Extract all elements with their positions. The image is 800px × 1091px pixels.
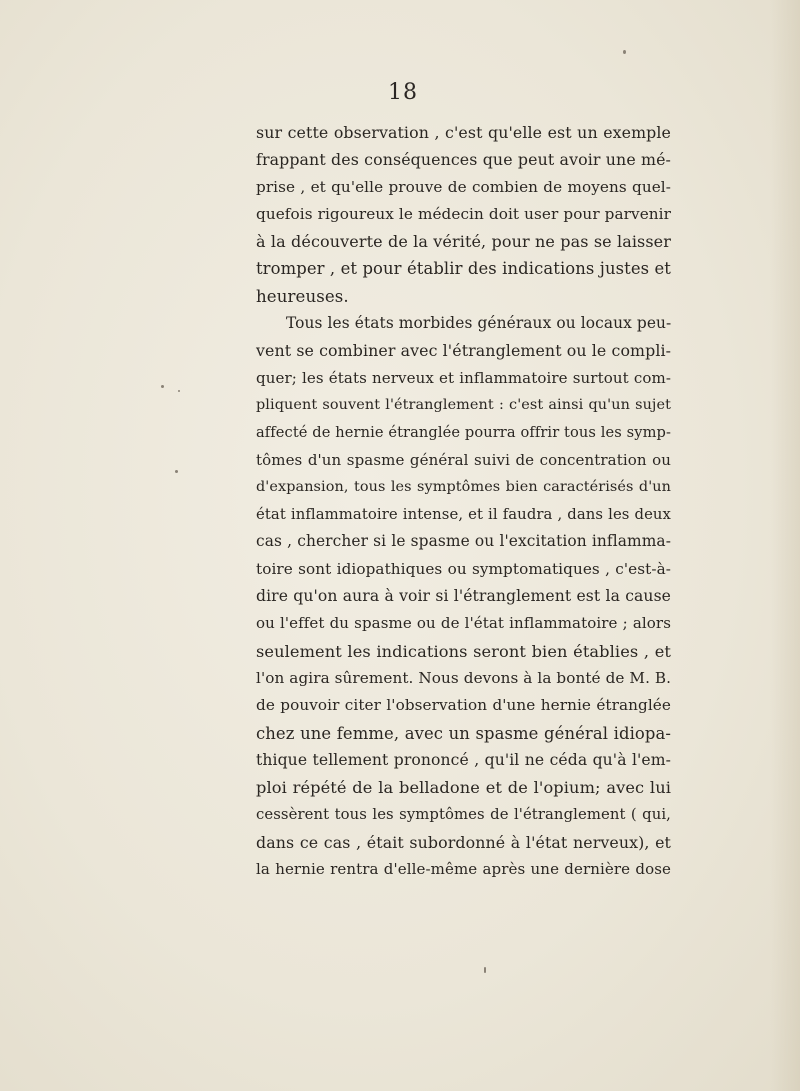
paragraph-first-line: Tous les états morbides généraux ou locaux peu- — [286, 314, 672, 333]
page-number: 18 — [388, 80, 418, 105]
paper-speck — [484, 967, 486, 973]
text-line: état inflammatoire intense, et il faudra , dans les deux — [256, 506, 671, 524]
text-line: d'expansion, tous les symptômes bien caractérisés d'un — [256, 478, 671, 495]
text-line: quefois rigoureux le médecin doit user pour parvenir — [256, 204, 671, 223]
paper-speck — [175, 470, 178, 473]
text-line: l'on agira sûrement. Nous devons à la bonté de M. B. — [256, 668, 672, 687]
text-line: seulement les indications seront bien établies , et — [256, 641, 671, 661]
text-line: ploi répété de la belladone et de l'opium; avec lui — [256, 778, 671, 798]
text-line: à la découverte de la vérité, pour ne pas se laisser — [256, 232, 671, 252]
paper-speck — [161, 385, 164, 388]
text-line: chez une femme, avec un spasme général idiopa- — [256, 723, 671, 743]
text-line: quer; les états nerveux et inflammatoire surtout com- — [256, 368, 671, 387]
text-line: affecté de hernie étranglée pourra offrir tous les symp- — [256, 424, 671, 442]
paper-speck — [178, 390, 180, 392]
text-line: cas , chercher si le spasme ou l'excitation inflamma- — [256, 532, 671, 551]
text-line: ou l'effet du spasme ou de l'état inflammatoire ; alors — [256, 614, 671, 633]
text-line: vent se combiner avec l'étranglement ou le compli- — [256, 341, 672, 361]
body-text — [256, 119, 671, 883]
text-line: tômes d'un spasme général suivi de concentration ou — [256, 450, 671, 469]
text-line: la hernie rentra d'elle-même après une dernière dose — [256, 860, 671, 879]
text-line: de pouvoir citer l'observation d'une hernie étranglée — [256, 696, 671, 715]
text-line: cessèrent tous les symptômes de l'étranglement ( qui, — [256, 806, 671, 824]
text-line: sur cette observation , c'est qu'elle est un exemple — [256, 123, 671, 142]
text-line: pliquent souvent l'étranglement : c'est ainsi qu'un sujet — [256, 396, 671, 413]
paper-speck — [623, 50, 626, 54]
text-line: tromper , et pour établir des indications justes et — [256, 259, 671, 279]
text-line: dans ce cas , était subordonné à l'état nerveux), et — [256, 832, 671, 852]
page-edge-shadow — [770, 0, 800, 1091]
text-line: dire qu'on aura à voir si l'étranglement est la cause — [256, 587, 671, 606]
text-line: frappant des conséquences que peut avoir une mé- — [256, 150, 671, 170]
text-line: heureuses. — [256, 286, 349, 306]
text-line: thique tellement prononcé , qu'il ne céda qu'à l'em- — [256, 750, 671, 769]
text-line: prise , et qu'elle prouve de combien de moyens quel- — [256, 177, 671, 196]
text-line: toire sont idiopathiques ou symptomatiques , c'est-à- — [256, 559, 671, 578]
